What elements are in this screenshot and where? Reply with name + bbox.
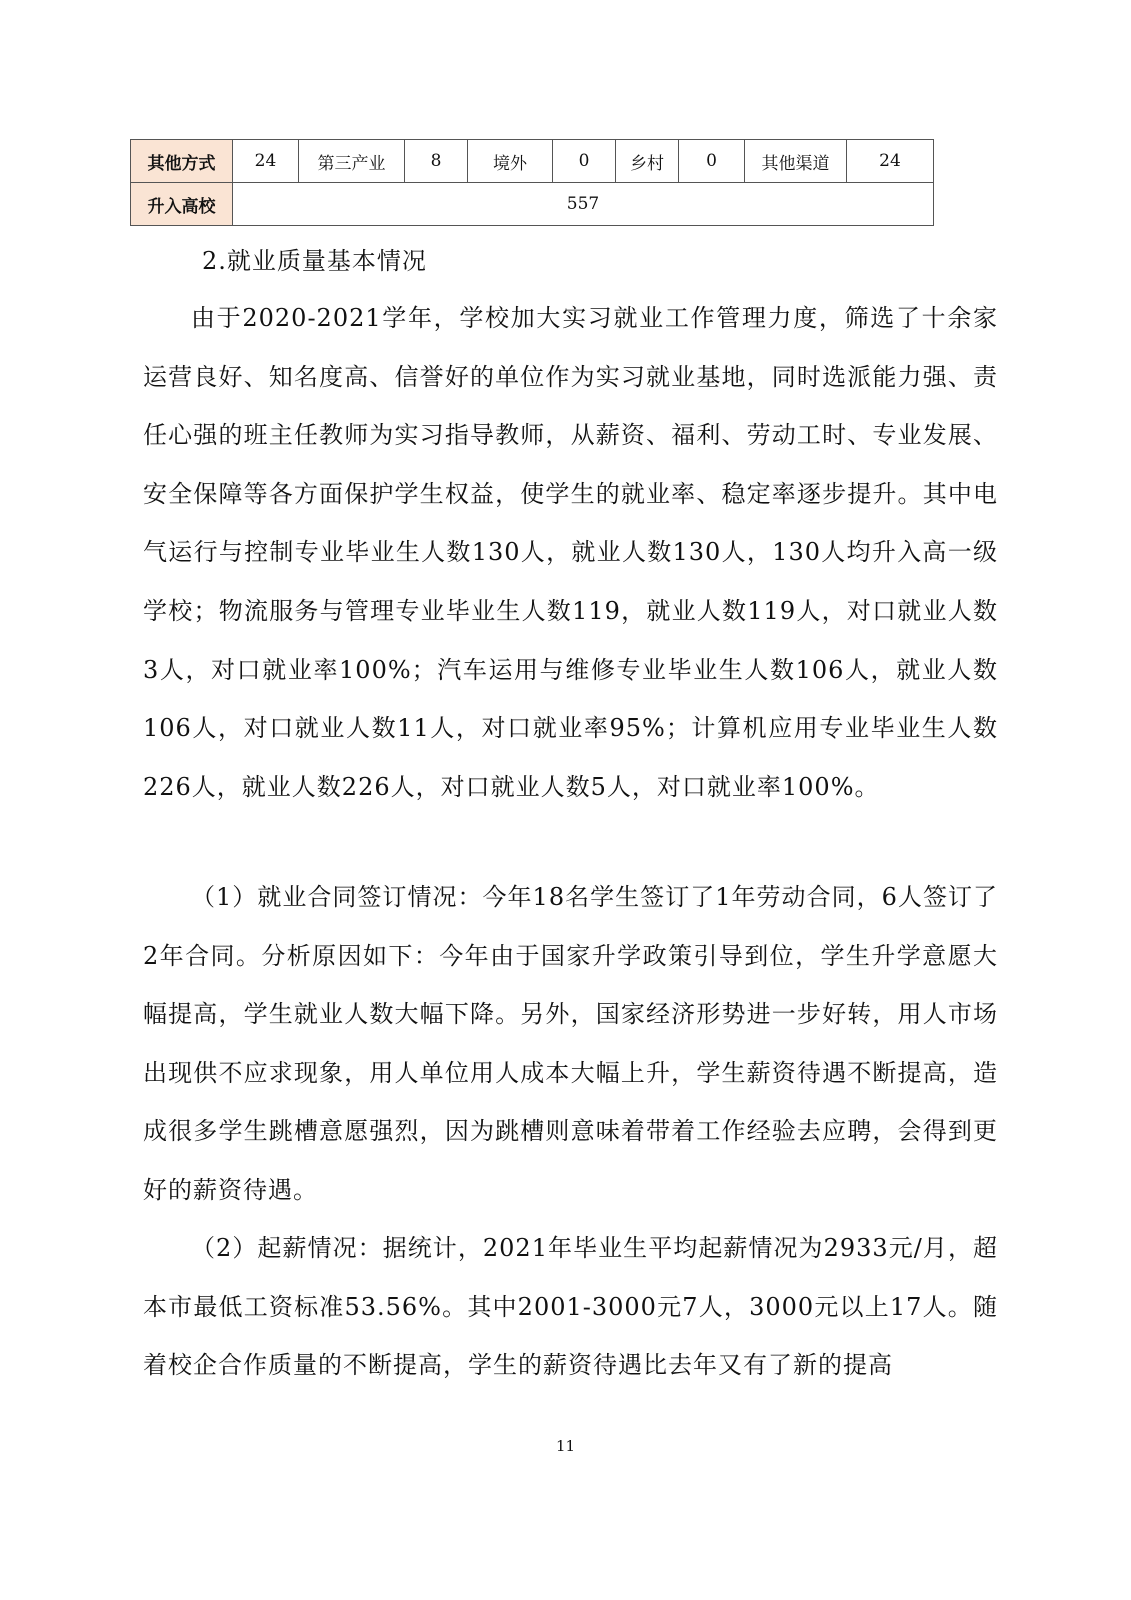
table-cell: 24: [233, 140, 299, 183]
table-row-other-methods: [131, 140, 934, 183]
table-cell: 8: [405, 140, 468, 183]
table-cell: 乡村: [616, 140, 679, 183]
table-cell: 境外: [468, 140, 553, 183]
table-cell: 24: [847, 140, 934, 183]
paragraph-starting-salary: （2）起薪情况：据统计，2021年毕业生平均起薪情况为2933元/月，超本市最低工资标准53.56%。其中2001-3000元7人，3000元以上17人。随着校企合作质量的不断提高，学生的薪资待遇比去年又有了新的提高: [143, 1234, 998, 1380]
table-cell-higher-education-value: 557: [233, 183, 934, 226]
section-heading: 2.就业质量基本情况: [202, 247, 427, 275]
table-cell: 其他渠道: [745, 140, 847, 183]
employment-table: [130, 139, 934, 226]
row-label-other-methods: 其他方式: [131, 140, 233, 183]
table-cell: 0: [679, 140, 745, 183]
table-row-higher-education: [131, 183, 934, 226]
page-number: 11: [555, 1437, 576, 1455]
paragraph-contract-signing: （1）就业合同签订情况：今年18名学生签订了1年劳动合同，6人签订了2年合同。分析原因如下：今年由于国家升学政策引导到位，学生升学意愿大幅提高，学生就业人数大幅下降。另外，国家经济形势进一步好转，用人市场出现供不应求现象，用人单位用人成本大幅上升，学生薪资待遇不断提高，造成很多学生跳槽意愿强烈，因为跳槽则意味着带着工作经验去应聘，会得到更好的薪资待遇。: [143, 883, 998, 1204]
table-cell: 第三产业: [299, 140, 405, 183]
paragraph-employment-quality: 由于2020-2021学年，学校加大实习就业工作管理力度，筛选了十余家运营良好、知名度高、信誉好的单位作为实习就业基地，同时选派能力强、责任心强的班主任教师为实习指导教师，从薪资、福利、劳动工时、专业发展、安全保障等各方面保护学生权益，使学生的就业率、稳定率逐步提升。其中电气运行与控制专业毕业生人数130人，就业人数130人，130人均升入高一级学校；物流服务与管理专业毕业生人数119，就业人数119人，对口就业人数3人，对口就业率100%；汽车运用与维修专业毕业生人数106人，就业人数106人，对口就业人数11人，对口就业率95%；计算机应用专业毕业生人数226人，就业人数226人，对口就业人数5人，对口就业率100%。: [143, 304, 998, 801]
table-cell: 0: [553, 140, 616, 183]
row-label-higher-education: 升入高校: [131, 183, 233, 226]
